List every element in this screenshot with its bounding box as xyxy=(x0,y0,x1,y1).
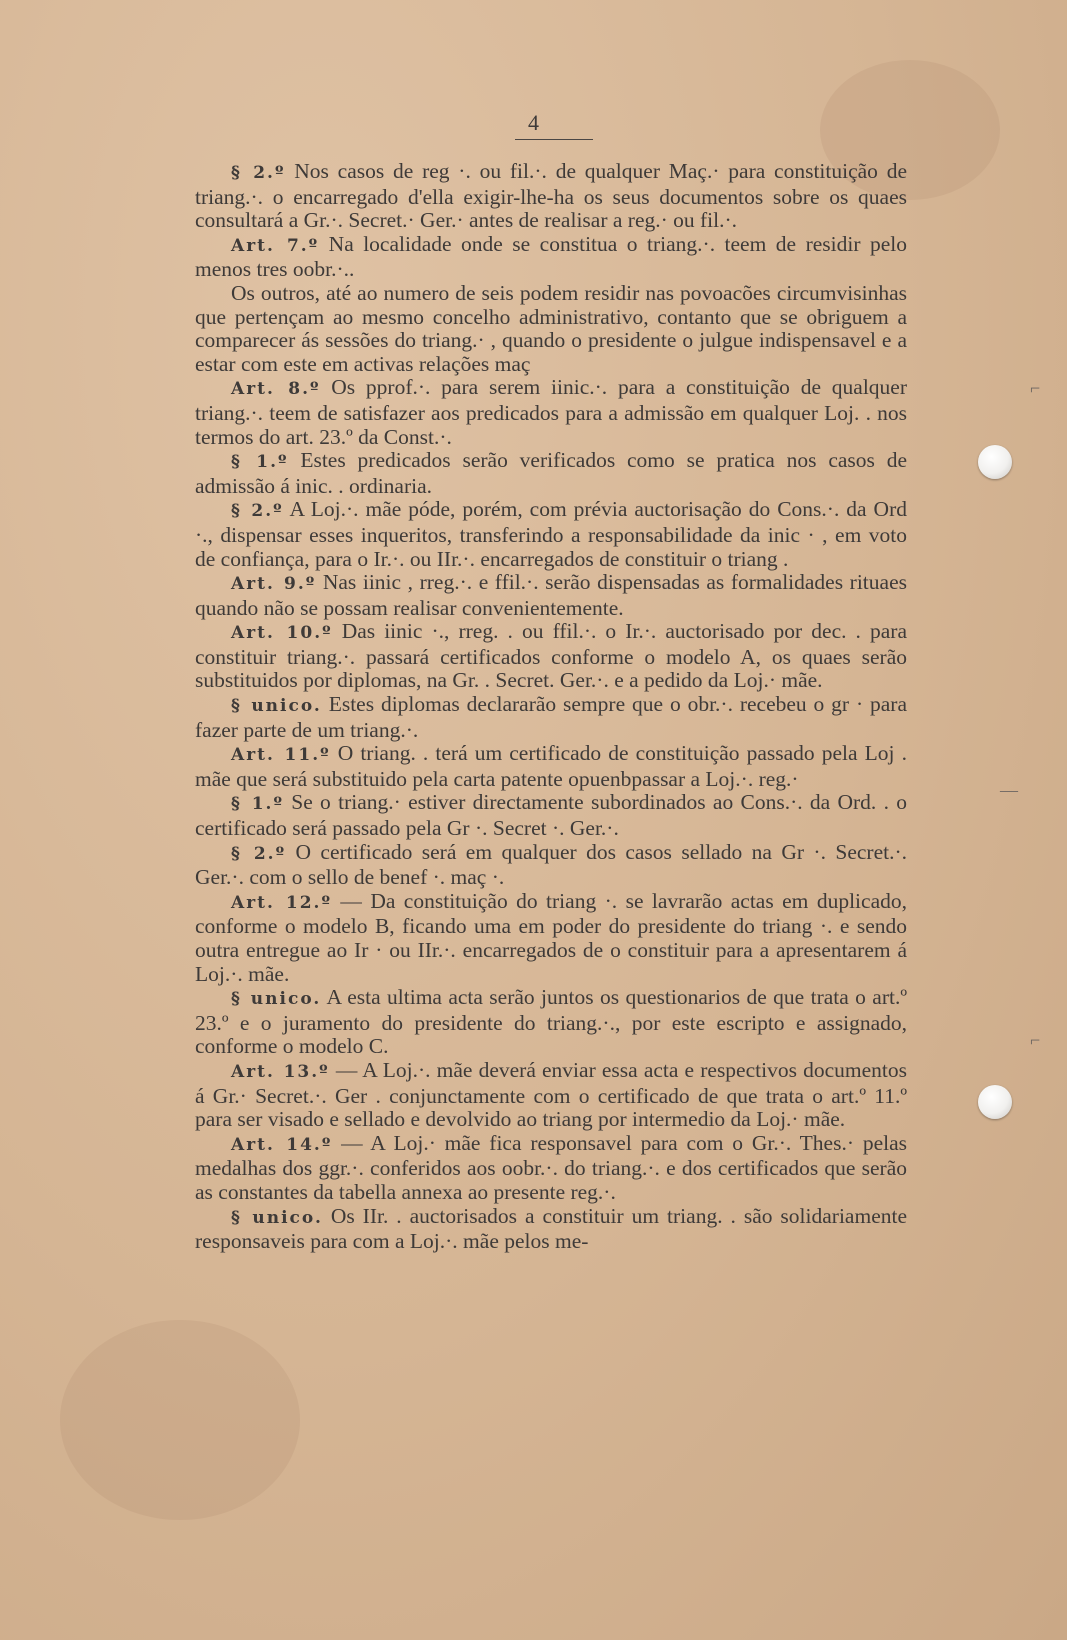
paragraph-text: Na localidade onde se constitua o triang.·. teem de residir pelo menos tres oobr.·.. xyxy=(195,231,907,282)
article-label: Art. 11.º xyxy=(231,745,331,766)
paragraph xyxy=(195,498,907,571)
paragraph xyxy=(195,986,907,1059)
paragraph-text: Se o triang.· estiver directamente subordinados ao Cons.·. da Ord. . o certificado será passado pela Gr ·. Secret ·. Ger.·. xyxy=(195,790,908,841)
article-label: Art. 9.º xyxy=(231,574,317,595)
paragraph xyxy=(195,791,907,840)
section-label: § 2.º xyxy=(231,501,284,522)
paragraph xyxy=(195,282,907,376)
paragraph-text: Os IIr. . auctorisados a constituir um triang. . são solidariamente responsaveis para com a Loj.·. mãe pelos me- xyxy=(195,1203,908,1254)
paragraph-text: — A Loj.· mãe fica responsavel para com o Gr.·. Thes.· pelas medalhas dos ggr.·. conferidos aos oobr.·. do triang.·. e dos certificados que serão as constantes da tabella annexa ao presente reg.·. xyxy=(195,1130,907,1204)
paragraph-text: Das iinic ·., rreg. . ou ffil.·. o Ir.·. auctorisado por dec. . para constituir triang.·. passará certificados conforme o modelo A, os quaes serão substituidos por diplomas, na Gr. . Secret. Ger.·. e a pedido da Loj.· mãe. xyxy=(195,619,908,693)
paragraph xyxy=(195,1132,907,1205)
section-label: § 1.º xyxy=(231,452,289,473)
paragraph-text: A Loj.·. mãe póde, porém, com prévia auctorisação do Cons.·. da Ord ·., dispensar esses inqueritos, transferindo a responsabilidade da inic · , em voto de confiança, para o Ir.·. ou IIr.·. encarregados de constituir o triang . xyxy=(195,497,907,571)
body-text xyxy=(195,160,907,1254)
paragraph-text: Os outros, até ao numero de seis podem residir nas povoacões circumvisinhas que pertençam ao mesmo concelho administrativo, contanto que se obriguem a comparecer ás sessões do triang.· , quando o presidente o julgue indispensavel e a estar com este em activas relações maç xyxy=(195,280,907,376)
paragraph xyxy=(195,449,907,498)
thread-mark: ⌐ xyxy=(1030,1030,1041,1050)
page-number-rule xyxy=(515,139,593,140)
page-number: 4 xyxy=(528,110,539,135)
article-label: Art. 13.º xyxy=(231,1061,330,1082)
section-label: § 1.º xyxy=(231,794,284,815)
paragraph xyxy=(195,620,907,693)
paragraph-text: Estes diplomas declararão sempre que o obr.·. recebeu o gr · para fazer parte de um triang.·. xyxy=(195,692,907,742)
paragraph xyxy=(195,1205,907,1254)
paragraph xyxy=(195,233,907,282)
paragraph-text: Os pprof.·. para serem iinic.·. para a constituição de qualquer triang.·. teem de satisfazer aos predicados para a admissão em qualquer Loj. . nos termos do art. 23.º da Const.·. xyxy=(195,375,907,449)
paragraph-text: O triang. . terá um certificado de constituição passado pela Loj . mãe que será substituido pela carta patente opuenbpassar a Loj.·. reg.· xyxy=(195,741,907,791)
paragraph xyxy=(195,1059,907,1132)
paragraph-text: Nos casos de reg ·. ou fil.·. de qualquer Maç.· para constituição de triang.·. o encarregado d'ella exigir-lhe-ha os seus documentos sobre os quaes consultará a Gr.·. Secret.· Ger.· antes de realisar a reg.· ou fil.·. xyxy=(195,159,908,233)
paragraph-text: A esta ultima acta serão juntos os questionarios de que trata o art.º 23.º e o juramento do presidente do triang.·., por este escripto e assignado, conforme o modelo C. xyxy=(195,985,908,1059)
thread-mark: — xyxy=(1000,780,1018,800)
paragraph-text: O certificado será em qualquer dos casos sellado na Gr ·. Secret.·. Ger.·. com o sello de benef ·. maç ·. xyxy=(195,839,907,890)
paper-stain xyxy=(60,1320,300,1520)
binding-hole-bottom xyxy=(978,1085,1012,1119)
paragraph-text: — A Loj.·. mãe deverá enviar essa acta e respectivos documentos á Gr.· Secret.·. Ger . conjunctamente com o certificado de que trata o art.º 11.º para ser visado e sellado e devolvido ao triang por intermedio da Loj.· mãe. xyxy=(195,1057,907,1132)
section-label: § unico. xyxy=(231,989,322,1010)
article-label: Art. 8.º xyxy=(231,379,321,400)
article-label: Art. 10.º xyxy=(231,623,333,644)
paragraph xyxy=(195,160,907,233)
paragraph xyxy=(195,693,907,742)
paragraph-text: Nas iinic , rreg.·. e ffil.·. serão dispensadas as formalidades rituaes quando não se possam realisar convenientemente. xyxy=(195,570,907,620)
article-label: Art. 12.º xyxy=(231,892,332,913)
paragraph xyxy=(195,376,907,449)
section-label: § unico. xyxy=(231,1207,323,1228)
section-label: § 2.º xyxy=(231,163,286,183)
paragraph xyxy=(195,571,907,620)
section-label: § 2.º xyxy=(231,843,287,864)
article-label: Art. 14.º xyxy=(231,1134,333,1155)
paragraph-text: — Da constituição do triang ·. se lavrarão actas em duplicado, conforme o modelo B, ficando uma em poder do presidente do triang ·. e sendo outra entregue ao Ir · ou IIr.·. encarregados de o constituir para a apresentarem á Loj.·. mãe. xyxy=(195,888,907,986)
paragraph-text: Estes predicados serão verificados como se pratica nos casos de admissão á inic. . ordinaria. xyxy=(195,448,907,498)
paragraph xyxy=(195,841,907,890)
thread-mark: ⌐ xyxy=(1030,378,1041,398)
paragraph xyxy=(195,742,907,791)
article-label: Art. 7.º xyxy=(231,235,320,256)
paragraph xyxy=(195,890,907,986)
binding-hole-top xyxy=(978,445,1012,479)
section-label: § unico. xyxy=(231,696,322,717)
